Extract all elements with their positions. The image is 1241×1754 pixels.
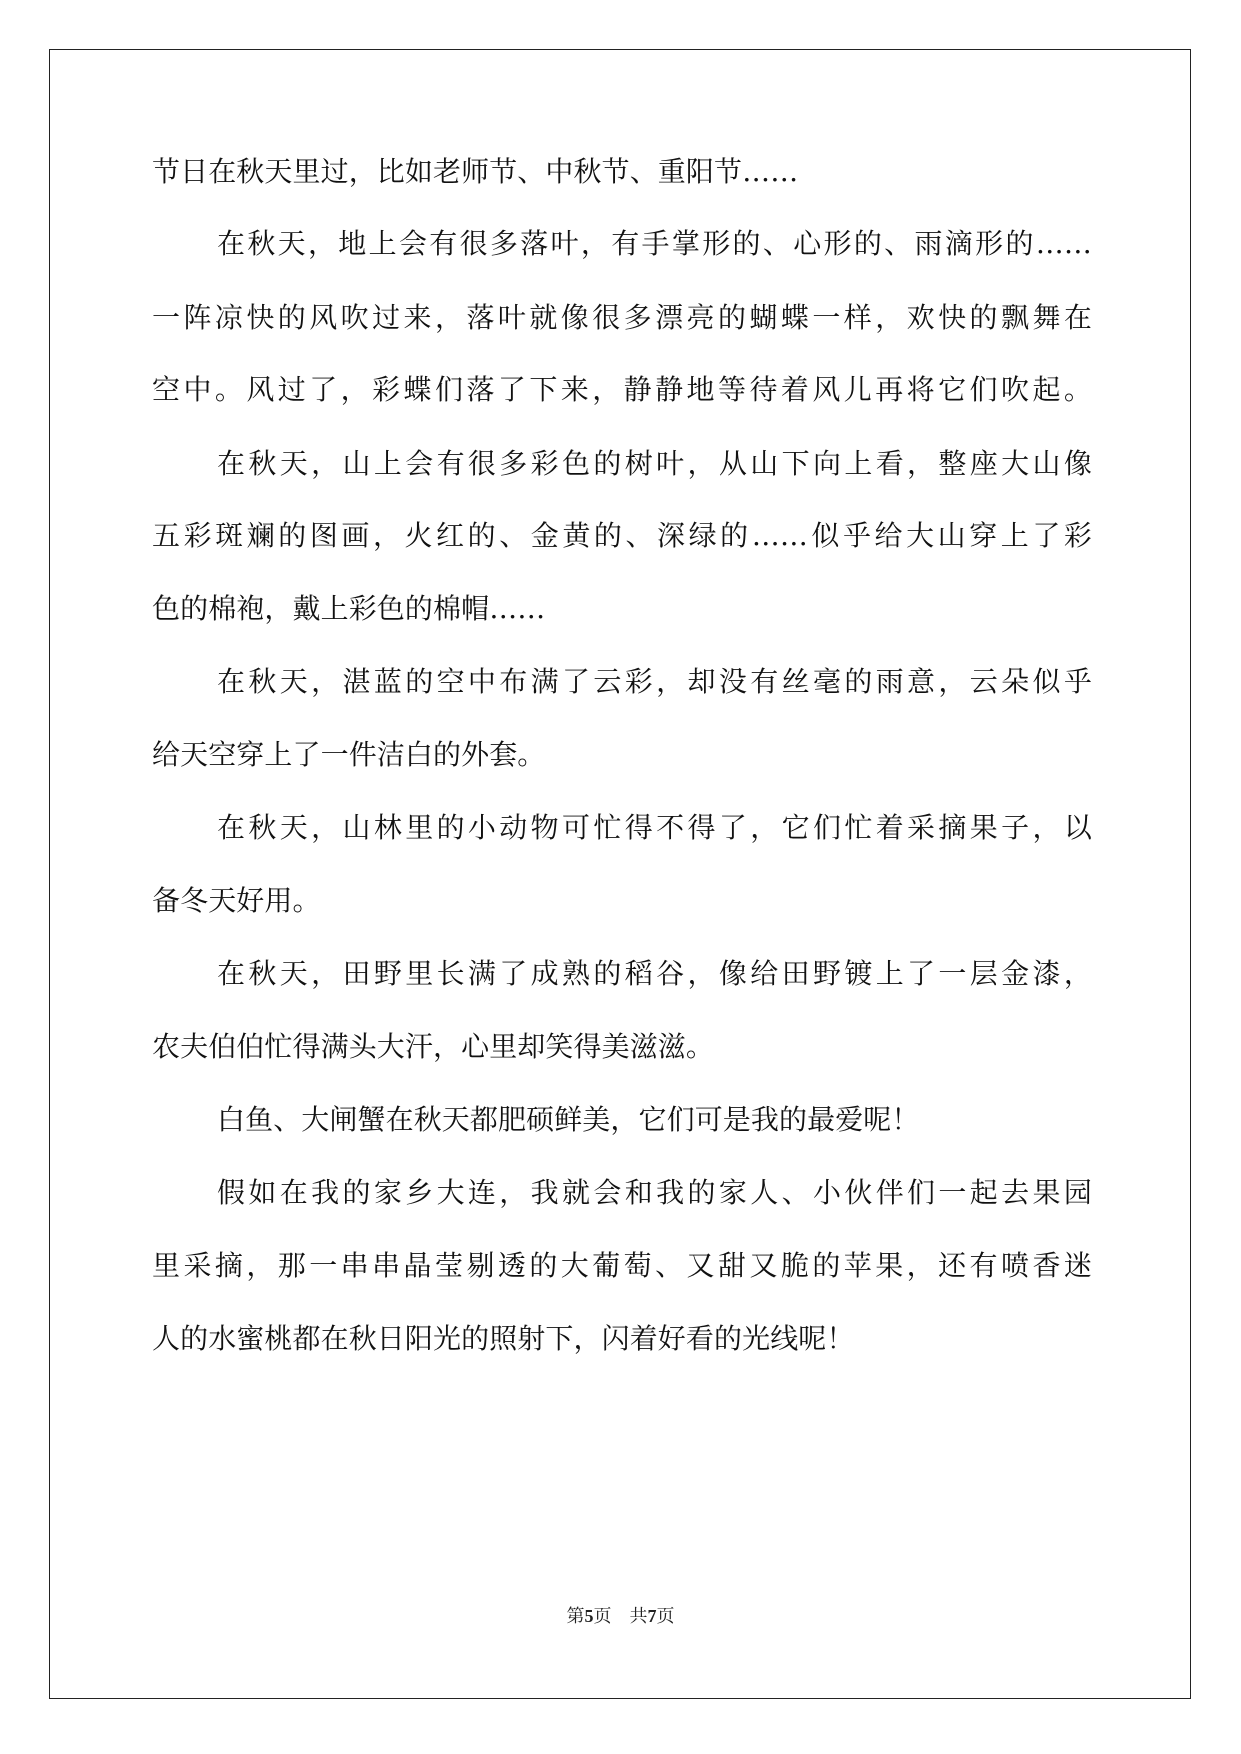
text-line: 一阵凉快的风吹过来，落叶就像很多漂亮的蝴蝶一样，欢快的飘舞在	[152, 301, 1092, 334]
text-line: 给天空穿上了一件洁白的外套。	[152, 738, 546, 771]
text-line: 备冬天好用。	[152, 884, 321, 917]
text-line: 人的水蜜桃都在秋日阳光的照射下，闪着好看的光线呢！	[152, 1322, 855, 1355]
text-line: 农夫伯伯忙得满头大汗，心里却笑得美滋滋。	[152, 1030, 715, 1063]
text-line: 在秋天，湛蓝的空中布满了云彩，却没有丝毫的雨意，云朵似乎	[217, 665, 1092, 698]
text-line: 五彩斑斓的图画，火红的、金黄的、深绿的……似乎给大山穿上了彩	[152, 519, 1092, 552]
page-prefix: 第	[566, 1606, 585, 1626]
page-number: 5	[584, 1606, 594, 1626]
text-line: 节日在秋天里过，比如老师节、中秋节、重阳节……	[152, 155, 799, 188]
page-suffix: 页	[593, 1606, 612, 1626]
total-suffix: 页	[656, 1606, 675, 1626]
total-prefix: 共	[629, 1606, 648, 1626]
text-line: 在秋天，山林里的小动物可忙得不得了，它们忙着采摘果子，以	[217, 811, 1092, 844]
text-line: 在秋天，田野里长满了成熟的稻谷，像给田野镀上了一层金漆，	[217, 957, 1092, 990]
text-line: 里采摘，那一串串晶莹剔透的大葡萄、又甜又脆的苹果，还有喷香迷	[152, 1249, 1092, 1282]
text-line: 色的棉袍，戴上彩色的棉帽……	[152, 592, 546, 625]
text-line: 在秋天，山上会有很多彩色的树叶，从山下向上看，整座大山像	[217, 447, 1092, 480]
page-border	[49, 49, 1191, 1699]
text-line: 在秋天，地上会有很多落叶，有手掌形的、心形的、雨滴形的……	[217, 227, 1092, 260]
text-line: 假如在我的家乡大连，我就会和我的家人、小伙伴们一起去果园	[217, 1176, 1092, 1209]
total-pages: 7	[647, 1606, 657, 1626]
page-footer	[0, 1604, 1241, 1628]
text-line: 空中。风过了，彩蝶们落了下来，静静地等待着风儿再将它们吹起。	[152, 373, 1092, 406]
text-line: 白鱼、大闸蟹在秋天都肥硕鲜美，它们可是我的最爱呢！	[217, 1103, 920, 1136]
